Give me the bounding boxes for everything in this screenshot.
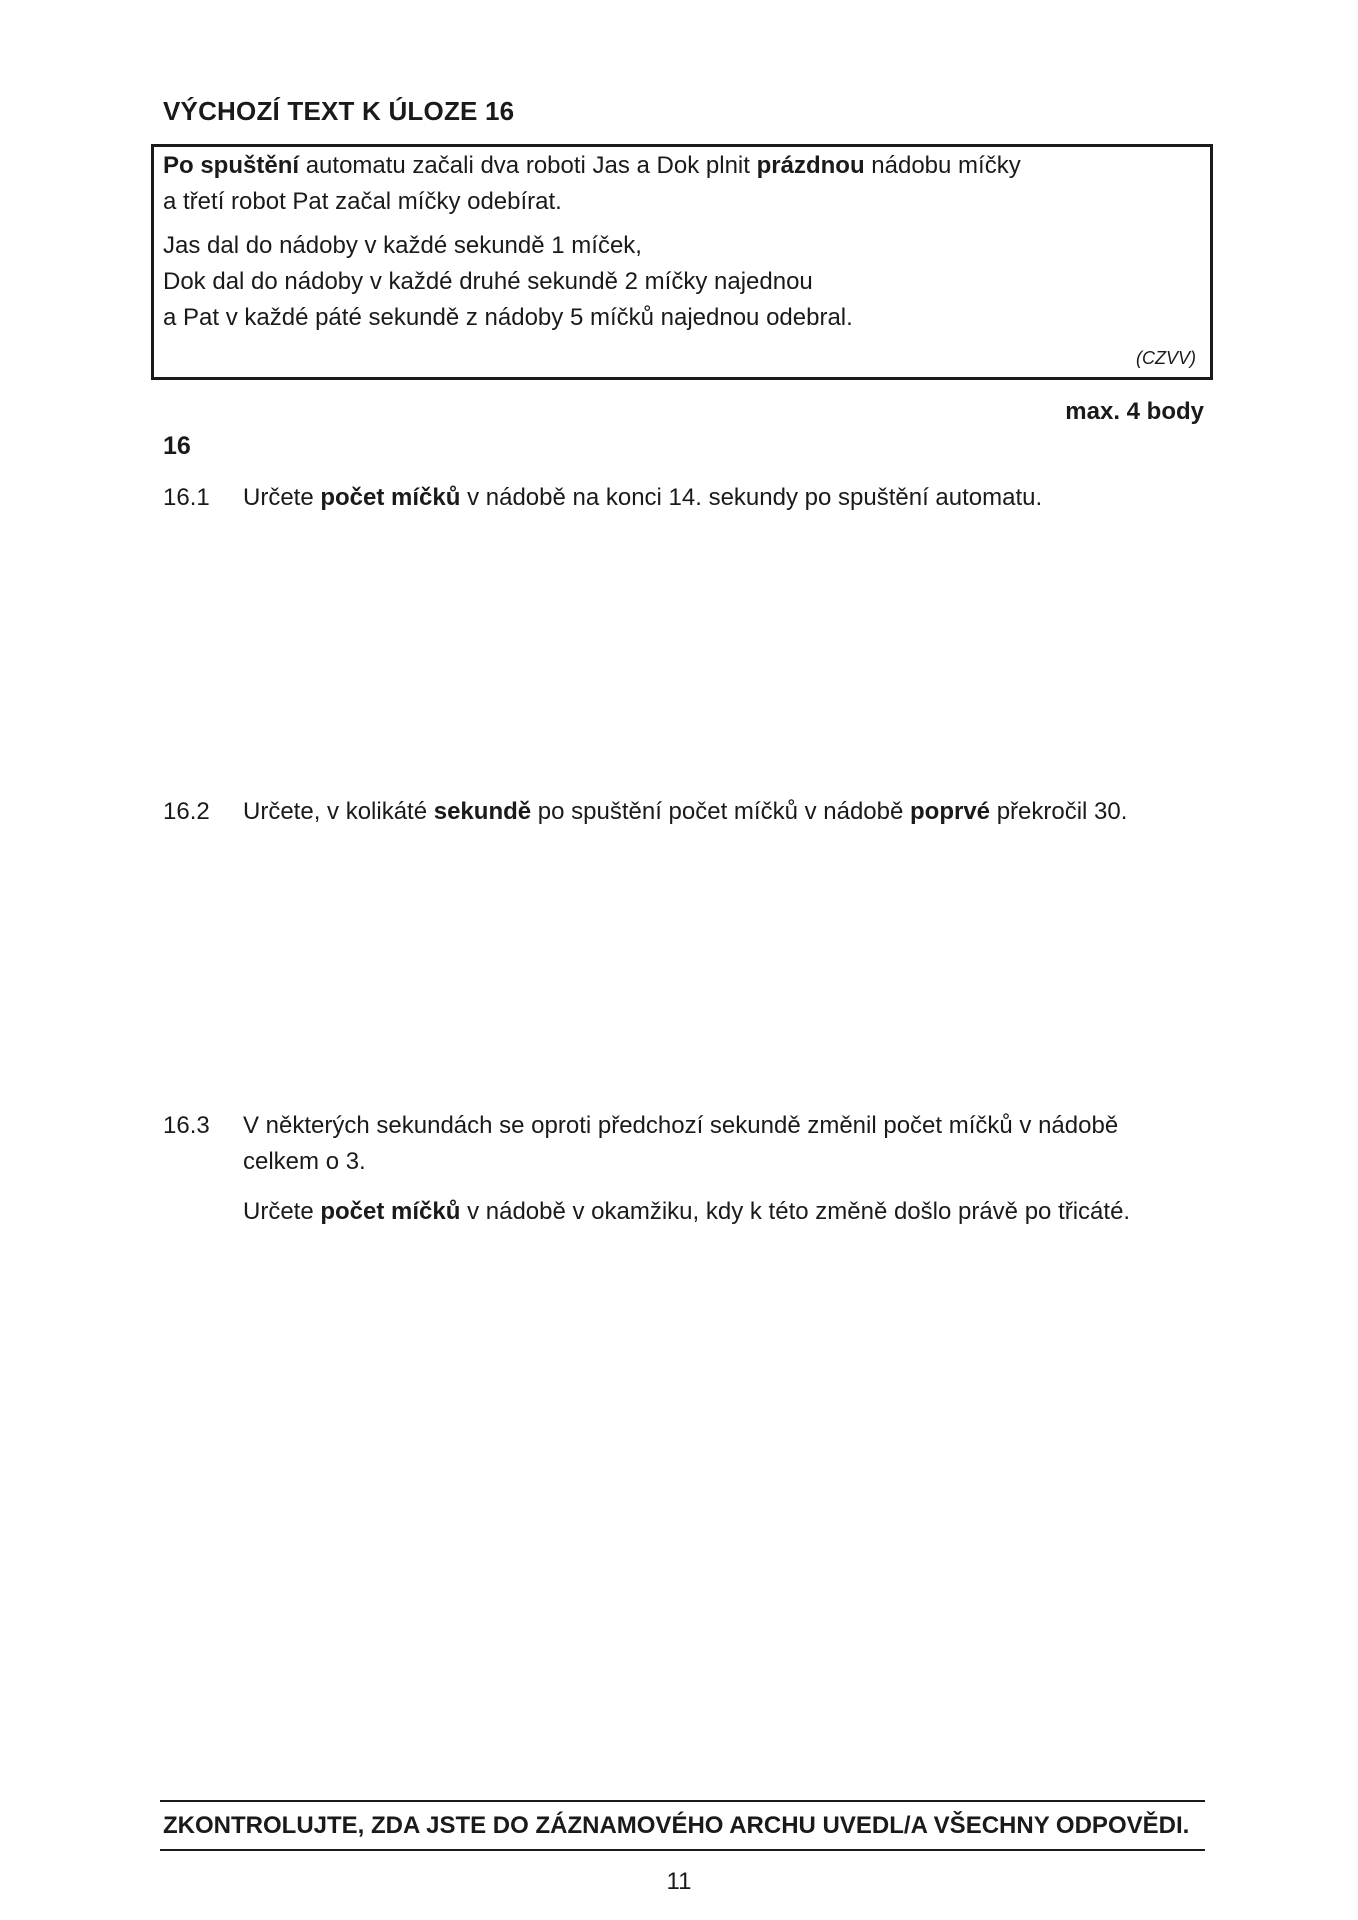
question-bold-ball-count: počet míčků — [320, 484, 461, 511]
intro-bold-after-start: Po spuštění — [163, 152, 300, 179]
question-text: Určete, v kolikáté — [243, 798, 434, 825]
question-bold-ball-count: počet míčků — [320, 1198, 461, 1225]
intro-text: automatu začali dva roboti Jas a Dok plnit — [299, 152, 757, 179]
question-text-16-3-line-2: celkem o 3. — [243, 1148, 366, 1175]
question-bold-first-time: poprvé — [910, 798, 991, 825]
question-number-16-3: 16.3 — [163, 1112, 210, 1139]
footer-top-rule — [160, 1800, 1205, 1802]
question-text-16-2 — [243, 798, 1127, 826]
intro-line-4: Dok dal do nádoby v každé druhé sekundě 2 míčky najednou — [163, 268, 813, 295]
intro-line-2: a třetí robot Pat začal míčky odebírat. — [163, 188, 562, 215]
footer-reminder: ZKONTROLUJTE, ZDA JSTE DO ZÁZNAMOVÉHO ARCHU UVEDL/A VŠECHNY ODPOVĚDI. — [163, 1812, 1190, 1839]
question-text: překročil 30. — [990, 798, 1128, 825]
intro-line-1 — [163, 152, 1021, 180]
question-number-16-1: 16.1 — [163, 484, 210, 511]
max-points-label: max. 4 body — [1065, 398, 1204, 425]
question-text: v nádobě v okamžiku, kdy k této změně došlo právě po třicáté. — [460, 1198, 1131, 1225]
question-text: po spuštění počet míčků v nádobě — [531, 798, 911, 825]
intro-line-5: a Pat v každé páté sekundě z nádoby 5 míčků najednou odebral. — [163, 304, 853, 331]
question-text-16-3-line-1: V některých sekundách se oproti předchozí sekundě změnil počet míčků v nádobě — [243, 1112, 1119, 1139]
intro-text: nádobu míčky — [864, 152, 1021, 179]
question-text-16-1 — [243, 484, 1042, 512]
intro-bold-empty: prázdnou — [756, 152, 865, 179]
question-bold-second: sekundě — [433, 798, 532, 825]
question-text: v nádobě na konci 14. sekundy po spuštění automatu. — [460, 484, 1043, 511]
intro-line-3: Jas dal do nádoby v každé sekundě 1 míček, — [163, 232, 642, 259]
question-number-16-2: 16.2 — [163, 798, 210, 825]
section-heading: VÝCHOZÍ TEXT K ÚLOZE 16 — [163, 96, 515, 126]
question-text: Určete — [243, 1198, 321, 1225]
footer-bottom-rule — [160, 1849, 1205, 1851]
task-number: 16 — [163, 432, 191, 460]
question-text: Určete — [243, 484, 321, 511]
question-text-16-3-line-3 — [243, 1198, 1130, 1226]
page-number: 11 — [666, 1868, 692, 1895]
source-attribution: (CZVV) — [1136, 348, 1196, 368]
